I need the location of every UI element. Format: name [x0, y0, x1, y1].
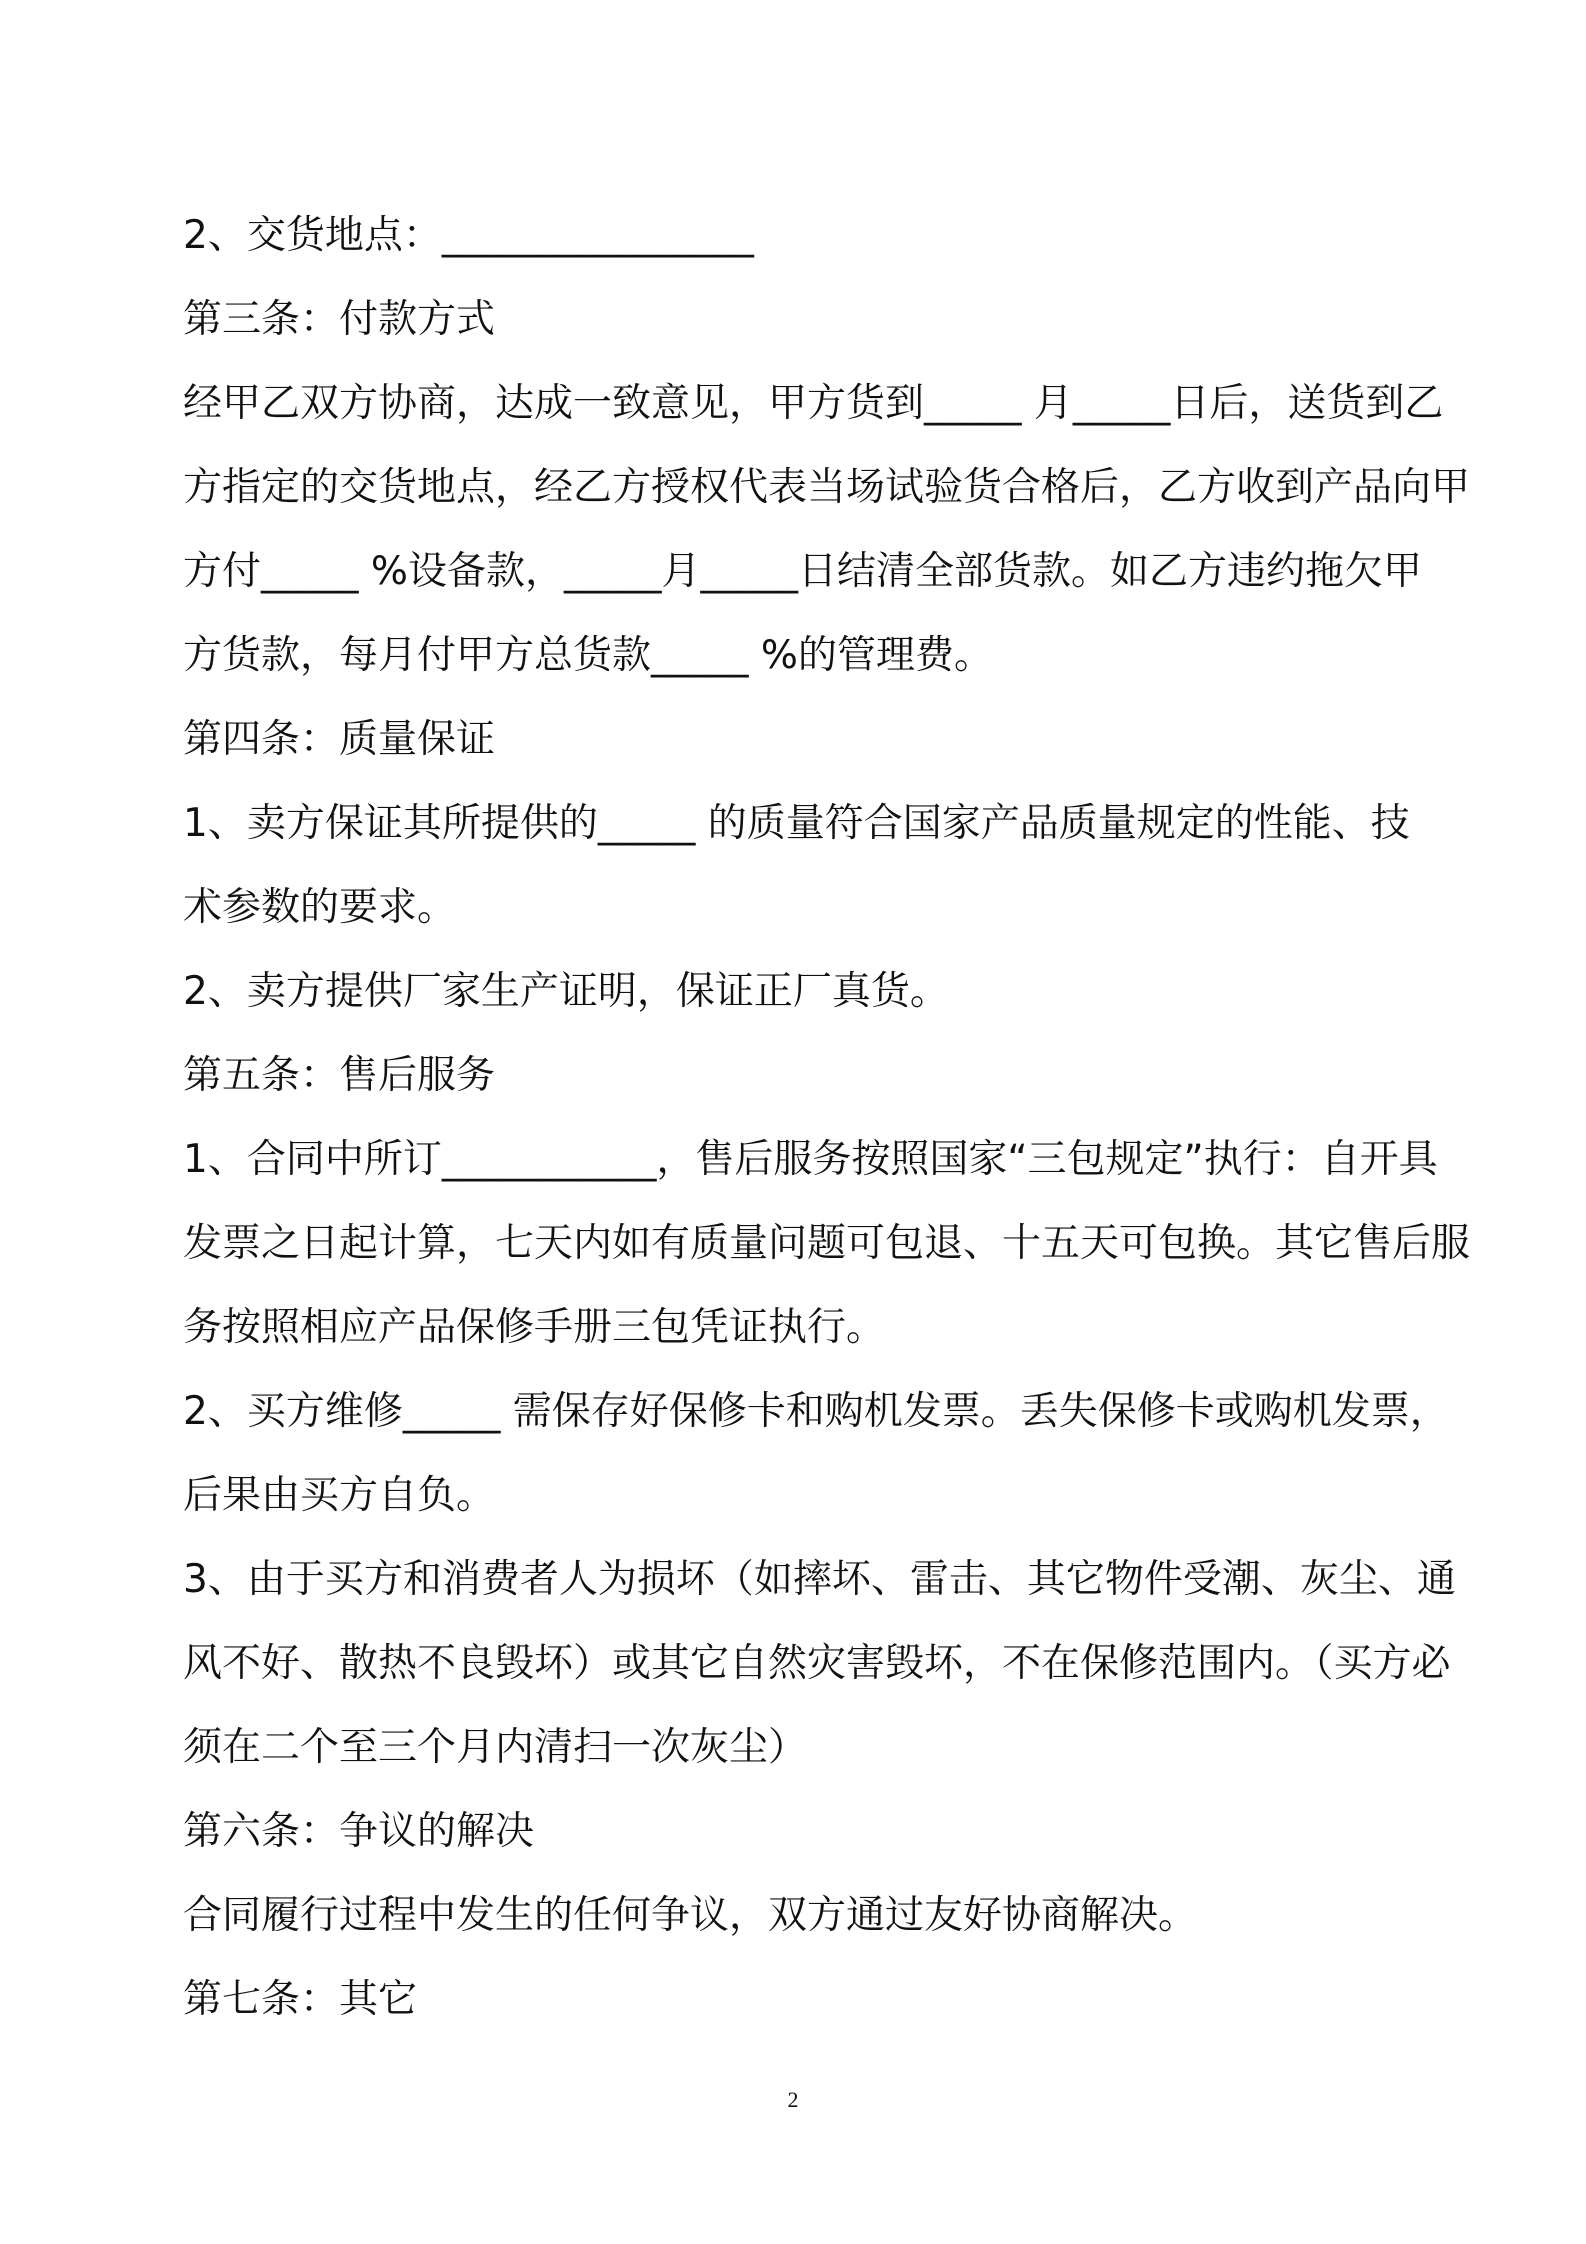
service-item-3-line-3: 须在二个至三个月内清扫一次灰尘）: [183, 1725, 808, 1770]
service-item-2-line-1: 2、买方维修_____ 需保存好保修卡和购机发票。丢失保修卡或购机发票，: [183, 1389, 1449, 1434]
article-3-heading: 第三条：付款方式: [183, 297, 496, 342]
payment-paragraph-line-2: 方指定的交货地点，经乙方授权代表当场试验货合格后，乙方收到产品向甲: [183, 465, 1471, 510]
payment-paragraph-line-3: 方付_____ %设备款，_____月_____日结清全部货款。如乙方违约拖欠甲: [183, 549, 1422, 594]
service-item-1-line-1: 1、合同中所订___________，售后服务按照国家“三包规定”执行：自开具: [183, 1137, 1438, 1182]
delivery-location-line: 2、交货地点：________________: [183, 213, 754, 258]
service-item-3-line-2: 风不好、散热不良毁坏）或其它自然灾害毁坏，不在保修范围内。（买方必: [183, 1641, 1451, 1686]
service-item-1-line-3: 务按照相应产品保修手册三包凭证执行。: [183, 1305, 886, 1350]
quality-item-1-line-1: 1、卖方保证其所提供的_____ 的质量符合国家产品质量规定的性能、技: [183, 801, 1410, 846]
dispute-paragraph: 合同履行过程中发生的任何争议，双方通过友好协商解决。: [183, 1893, 1198, 1938]
article-6-heading: 第六条：争议的解决: [183, 1809, 535, 1854]
payment-paragraph-line-4: 方货款，每月付甲方总货款_____ %的管理费。: [183, 633, 993, 678]
service-item-3-line-1: 3、由于买方和消费者人为损坏（如摔坏、雷击、其它物件受潮、灰尘、通: [183, 1557, 1456, 1602]
quality-item-1-line-2: 术参数的要求。: [183, 885, 457, 930]
document-body: [183, 194, 1471, 2042]
payment-paragraph-line-1: 经甲乙双方协商，达成一致意见，甲方货到_____ 月_____日后，送货到乙: [183, 381, 1444, 426]
service-item-2-line-2: 后果由买方自负。: [183, 1473, 496, 1518]
article-7-heading: 第七条：其它: [183, 1977, 418, 2022]
page-number: 2: [787, 2087, 799, 2112]
quality-item-2: 2、卖方提供厂家生产证明，保证正厂真货。: [183, 969, 949, 1014]
service-item-1-line-2: 发票之日起计算，七天内如有质量问题可包退、十五天可包换。其它售后服: [183, 1221, 1471, 1266]
article-5-heading: 第五条：售后服务: [183, 1053, 496, 1098]
article-4-heading: 第四条：质量保证: [183, 717, 496, 762]
